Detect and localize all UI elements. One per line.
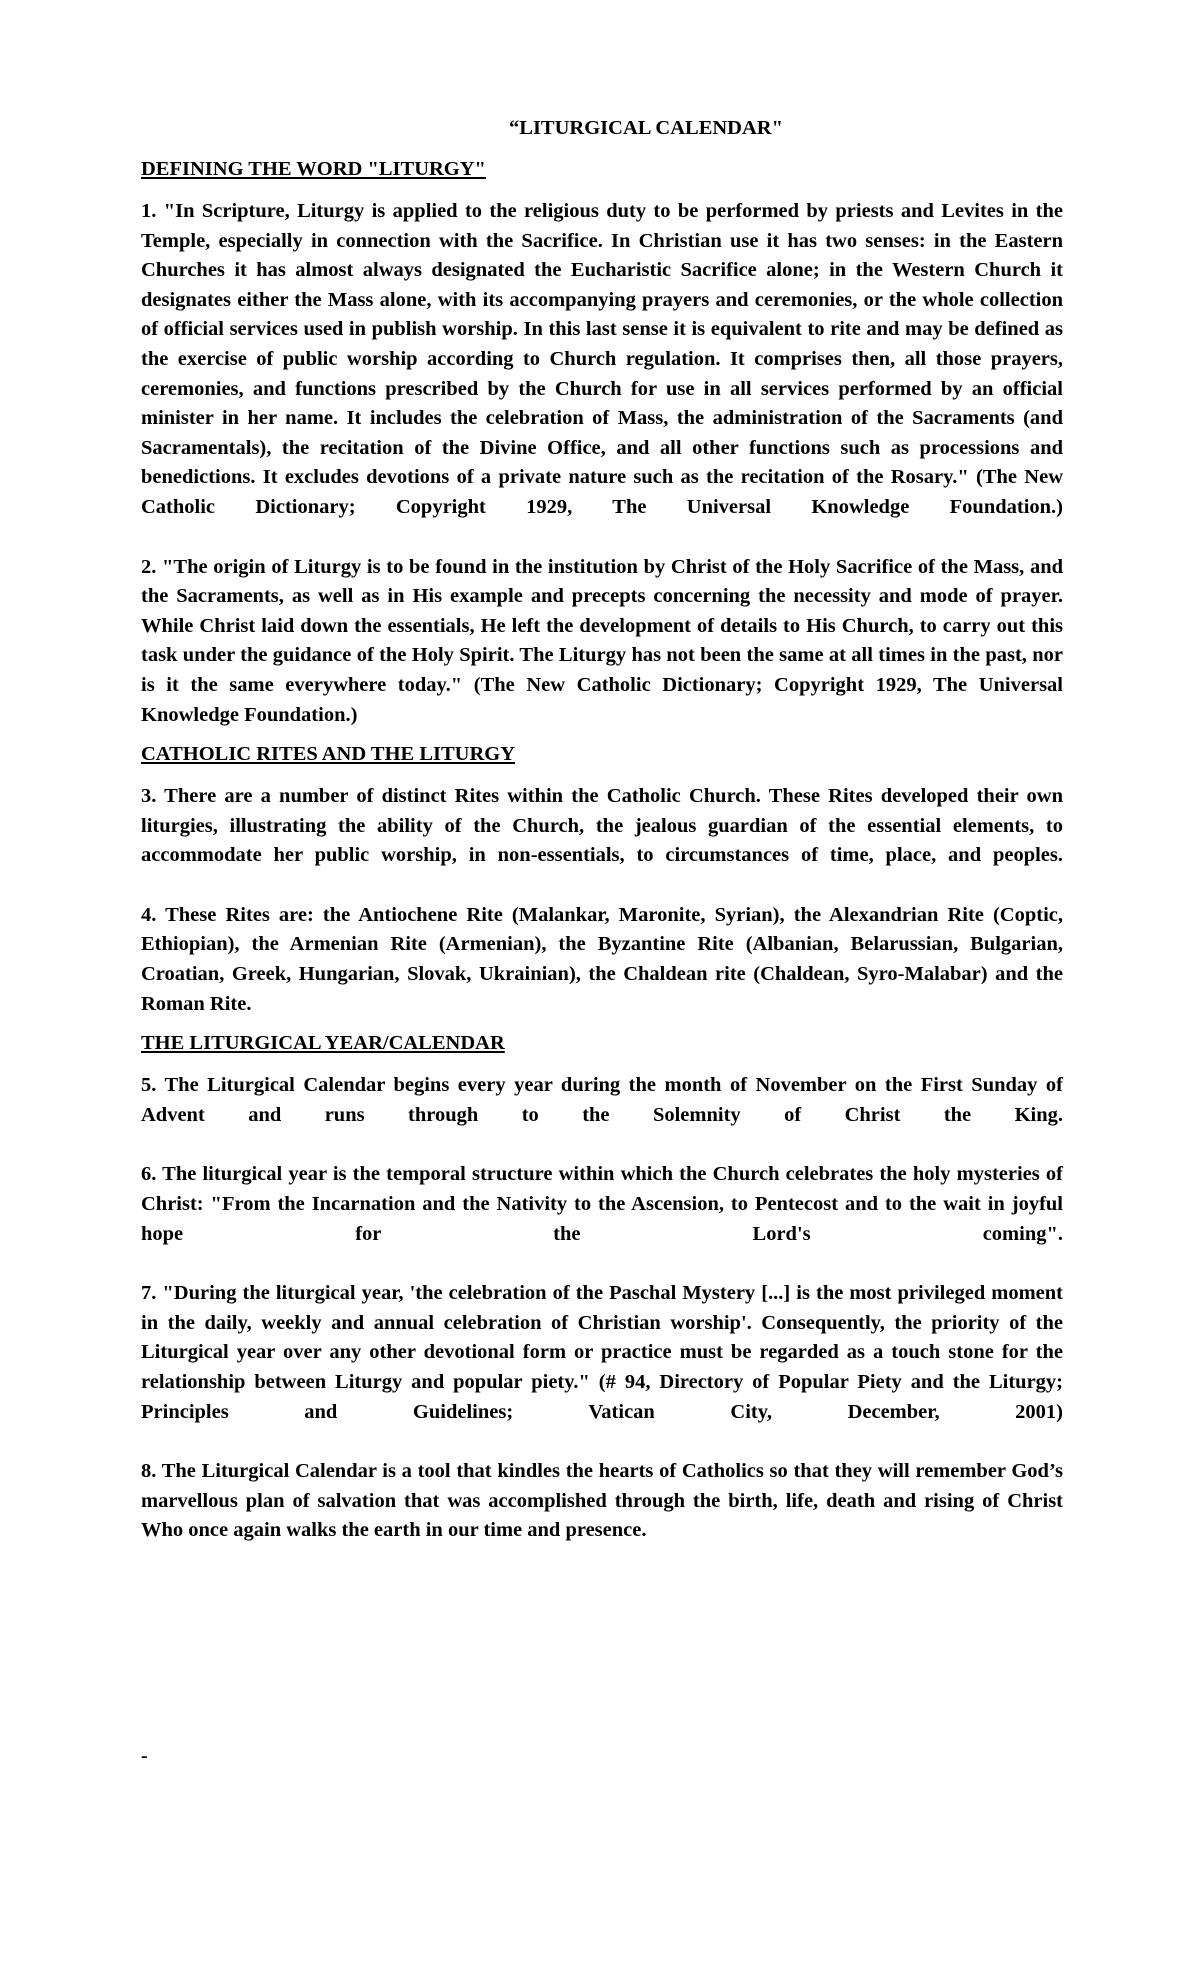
section-heading-liturgical-year: THE LITURGICAL YEAR/CALENDAR [141, 1032, 505, 1055]
paragraph-6: 6. The liturgical year is the temporal structure within which the Church celebrates the holy mysteries of Christ: "From the Incarnation and the Nativity to the Ascension, to Pentecost and to the wait in joyful hope for the Lord's coming". [141, 1163, 1063, 1245]
trailing-mark: - [141, 1745, 148, 1767]
document-body [141, 154, 1063, 1546]
paragraph-1: 1. "In Scripture, Liturgy is applied to the religious duty to be performed by priests and Levites in the Temple, especially in connection with the Sacrifice. In Christian use it has two senses: in the Eastern Churches it has almost always designated the Eucharistic Sacrifice alone; in the Western Church it designates either the Mass alone, with its accompanying prayers and ceremonies, or the whole collection of official services used in publish worship. In this last sense it is equivalent to rite and may be defined as the exercise of public worship according to Church regulation. It comprises then, all those prayers, ceremonies, and functions prescribed by the Church for use in all services performed by an official minister in her name. It includes the celebration of Mass, the administration of the Sacraments (and Sacramentals), the recitation of the Divine Office, and all other functions such as processions and benedictions. It excludes devotions of a private nature such as the recitation of the Rosary." (The New Catholic Dictionary; Copyright 1929, The Universal Knowledge Foundation.) [141, 200, 1063, 518]
paragraph-7: 7. "During the liturgical year, 'the celebration of the Paschal Mystery [...] is the most privileged moment in the daily, weekly and annual celebration of Christian worship'. Consequently, the priority of the Liturgical year over any other devotional form or practice must be regarded as a touch stone for the relationship between Liturgy and popular piety." (# 94, Directory of Popular Piety and the Liturgy; Principles and Guidelines; Vatican City, December, 2001) [141, 1282, 1063, 1423]
section-heading-defining-liturgy: DEFINING THE WORD "LITURGY" [141, 158, 486, 180]
paragraph-2: 2. "The origin of Liturgy is to be found in the institution by Christ of the Holy Sacrifice of the Mass, and the Sacraments, as well as in His example and precepts concerning the necessity and mode of prayer. While Christ laid down the essentials, He left the development of details to His Church, to carry out this task under the guidance of the Holy Spirit. The Liturgy has not been the same at all times in the past, nor is it the same everywhere today." (The New Catholic Dictionary; Copyright 1929, The Universal Knowledge Foundation.) [141, 555, 1063, 726]
document-title: “LITURGICAL CALENDAR" [509, 117, 783, 139]
paragraph-4: 4. These Rites are: the Antiochene Rite (Malankar, Maronite, Syrian), the Alexandrian Rite (Coptic, Ethiopian), the Armenian Rite (Armenian), the Byzantine Rite (Albanian, Belarussian, Bulgarian, Croatian, Greek, Hungarian, Slovak, Ukrainian), the Chaldean rite (Chaldean, Syro-Malabar) and the Roman Rite. [141, 903, 1063, 1015]
section-heading-catholic-rites: CATHOLIC RITES AND THE LITURGY [141, 743, 516, 766]
paragraph-8: 8. The Liturgical Calendar is a tool that kindles the hearts of Catholics so that they will remember God’s marvellous plan of salvation that was accomplished through the birth, life, death and rising of Christ Who once again walks the earth in our time and presence. [141, 1460, 1063, 1542]
document-page [141, 0, 1063, 1976]
paragraph-3: 3. There are a number of distinct Rites within the Catholic Church. These Rites developed their own liturgies, illustrating the ability of the Church, the jealous guardian of the essential elements, to accommodate her public worship, in non-essentials, to circumstances of time, place, and peoples. [141, 785, 1063, 867]
paragraph-5: 5. The Liturgical Calendar begins every year during the month of November on the First Sunday of Advent and runs through to the Solemnity of Christ the King. [141, 1074, 1063, 1126]
